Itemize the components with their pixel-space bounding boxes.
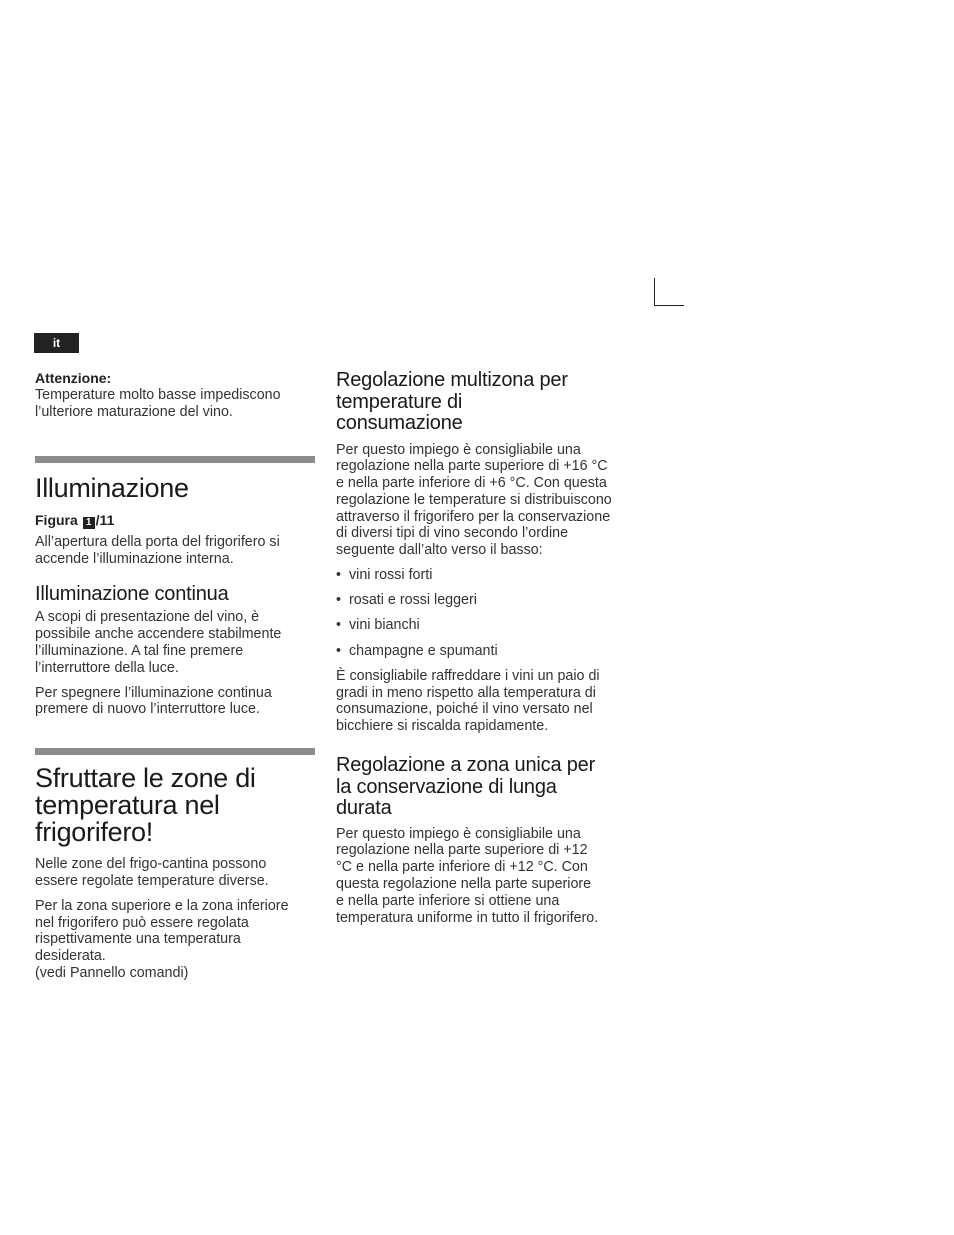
- crop-mark-horizontal: [654, 305, 684, 306]
- heading-multizone: Regolazione multizona per temperature di consumazione: [336, 369, 568, 434]
- heading-continuous-illumination: Illuminazione continua: [35, 582, 229, 605]
- heading-single-zone: Regolazione a zona unica per la conservazione di lunga durata: [336, 754, 596, 820]
- illumination-intro: All’apertura della porta del frigorifero si accende l’illuminazione interna.: [35, 534, 280, 568]
- heading-temperature-zones: Sfruttare le zone di temperatura nel frigorifero!: [35, 763, 256, 848]
- attention-text: Temperature molto basse impediscono l’ulteriore maturazione del vino.: [35, 386, 281, 420]
- section-divider: [35, 748, 315, 755]
- language-tab: it: [34, 333, 79, 353]
- figure-number-badge: 1: [83, 517, 95, 529]
- multizone-para-1: Per questo impiego è consigliabile una regolazione nella parte superiore di +16 °C e nella parte inferiore di +6 °C. Con questa regolazione le temperature si distribuiscono attraverso il frigorifero per la conservazione di diversi tipi di vino secondo l’ordine seguente dall’alto verso il basso:: [336, 441, 612, 559]
- list-item: • champagne e spumanti: [336, 642, 498, 659]
- section-divider: [35, 456, 315, 463]
- crop-mark-vertical: [654, 278, 655, 306]
- zones-para-2: Per la zona superiore e la zona inferiore nel frigorifero può essere regolata rispettivamente una temperatura desiderata.: [35, 897, 289, 965]
- zones-para-1: Nelle zone del frigo-cantina possono essere regolate temperature diverse.: [35, 856, 269, 890]
- figure-suffix: /11: [95, 512, 115, 529]
- single-zone-para: Per questo impiego è consigliabile una regolazione nella parte superiore di +12 °C e nella parte inferiore di +12 °C. Con questa regolazione nella parte superiore e nella parte inferiore si ottiene una temperatura uniforme in tutto il frigorifero.: [336, 825, 599, 926]
- figure-prefix: Figura: [35, 512, 78, 529]
- continuous-para-1: A scopi di presentazione del vino, è possibile anche accendere stabilmente l’illuminazione. A tal fine premere l’interruttore della luce.: [35, 609, 282, 676]
- list-item: • rosati e rossi leggeri: [336, 592, 477, 609]
- figure-reference: [35, 512, 317, 529]
- list-item: • vini bianchi: [336, 617, 420, 634]
- wine-order-list: [336, 567, 616, 659]
- heading-illumination: Illuminazione: [35, 473, 189, 504]
- left-column: [35, 370, 317, 982]
- continuous-para-2: Per spegnere l’illuminazione continua premere di nuovo l’interruttore luce.: [35, 684, 272, 718]
- list-item: • vini rossi forti: [336, 567, 433, 584]
- multizone-para-2: È consigliabile raffreddare i vini un paio di gradi in meno rispetto alla temperatura di consumazione, poiché il vino versato nel bicchiere si riscalda rapidamente.: [336, 667, 600, 735]
- right-column: [336, 370, 616, 926]
- zones-reference: (vedi Pannello comandi): [35, 965, 189, 982]
- attention-label: Attenzione:: [35, 370, 112, 386]
